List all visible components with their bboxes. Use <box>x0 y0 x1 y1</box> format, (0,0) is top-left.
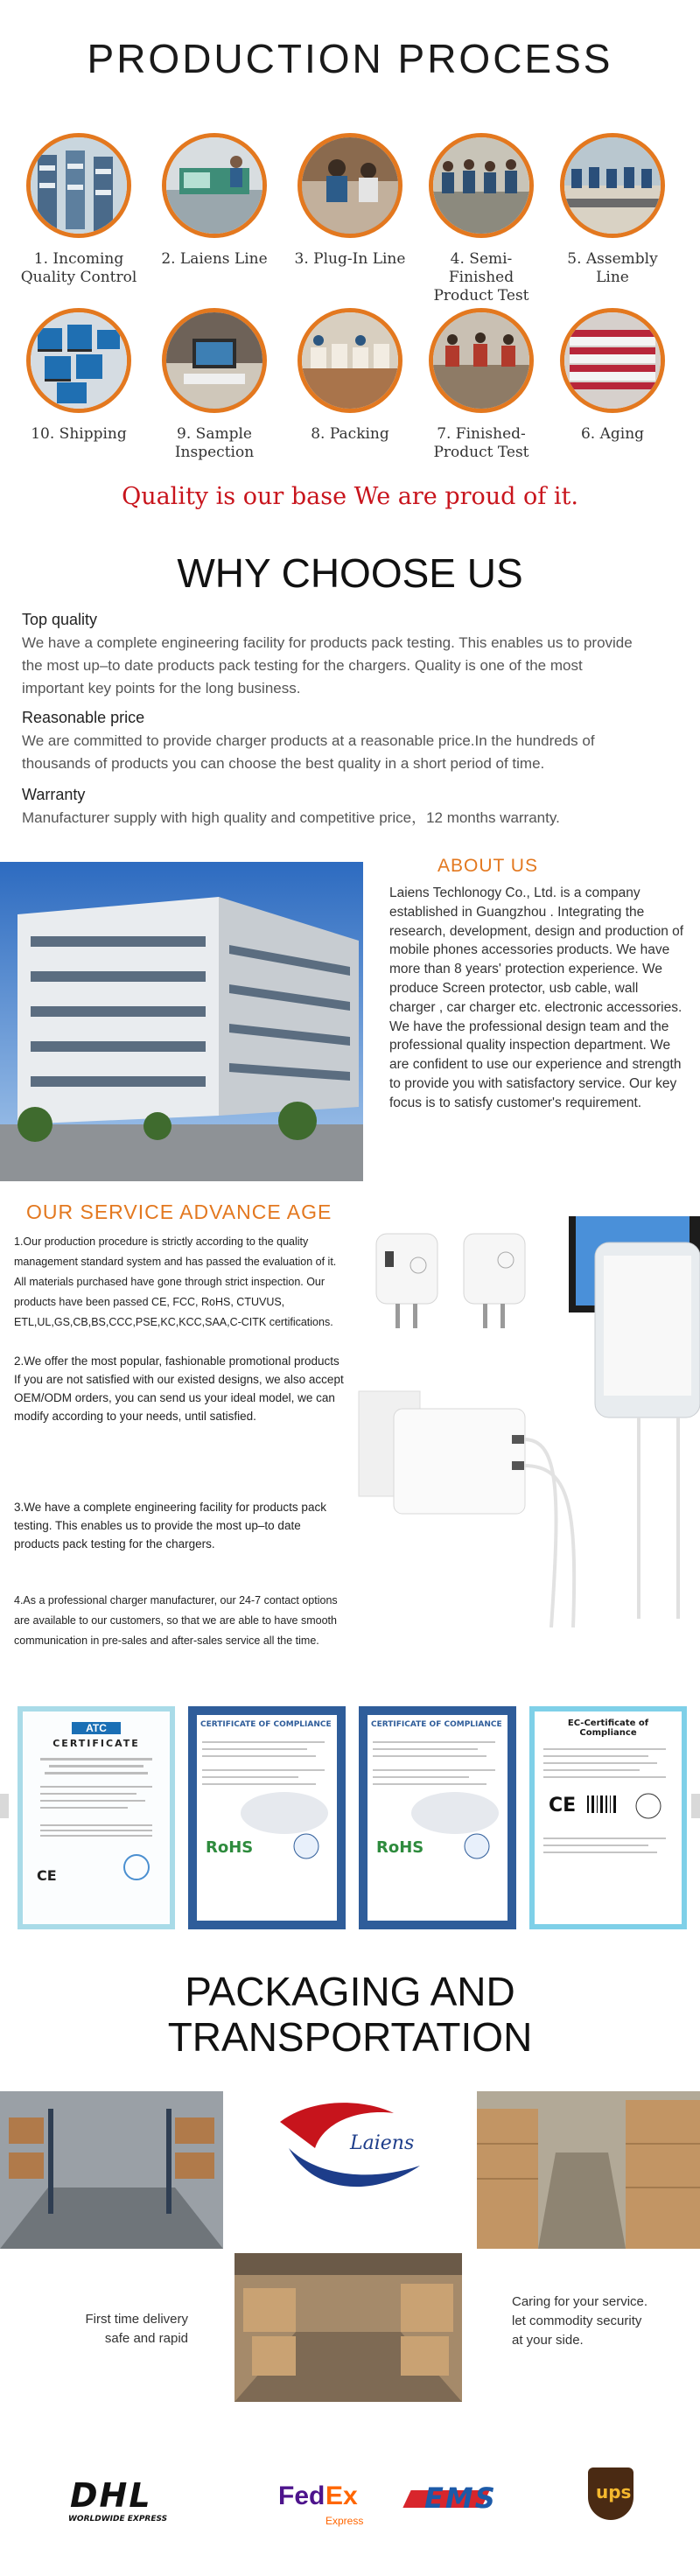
step-2-label <box>153 250 276 269</box>
step-8-label <box>289 425 411 444</box>
process-step <box>420 308 542 462</box>
process-step <box>289 133 411 269</box>
certificate-title: EC-Certificate of Compliance <box>567 1718 649 1738</box>
service-heading: OUR SERVICE ADVANCE AGE <box>26 1200 332 1223</box>
service-item-4: 4.As a professional charger manufacturer, our 24-7 contact options are available to our customers, so that we are able to have smooth communication in pre-sales and after-sales service all the time. <box>14 1594 338 1647</box>
production-line-photo <box>162 133 267 238</box>
process-step <box>18 308 140 444</box>
certificate-body <box>197 1734 337 1892</box>
sample-inspection-photo <box>162 308 267 413</box>
step-5-text: 5. Assembly Line <box>567 250 658 286</box>
why-text-quality: We have a complete engineering facility for products pack testing. This enables us to provide the most up–to date products pack testing for the chargers. Quality is one of the most important key points for the long business. <box>22 634 633 696</box>
packaging-title-line1: PACKAGING AND <box>185 1969 515 2014</box>
step-3-label <box>289 250 411 269</box>
plug-in-line-photo <box>298 133 402 238</box>
about-text: Laiens Techlonogy Co., Ltd. is a company established in Guangzhou . Integrating the research, development, design and production of mobile phones accessories products. We have more than 8 years' protection experience. We produce Screen protector, usb cable, wall charger , car charger etc. electronic accessories. We have the professional design team and the professional quality inspection department. We are confident to use our experience and strength to provide you with satisfactory service. Our key focus is to satisfy customer's requirement. <box>389 886 684 1110</box>
step-10-label <box>18 425 140 444</box>
process-step <box>551 308 674 444</box>
rohs-mark: RoHS <box>206 1838 254 1857</box>
dhl-logo: DHL <box>70 2476 152 2515</box>
charger-products-photo <box>350 1216 700 1628</box>
packaging-title-line2: TRANSPORTATION <box>167 2014 533 2060</box>
warehouse-photo-right <box>477 2091 700 2249</box>
step-6-label <box>551 425 674 444</box>
why-text-price: We are committed to provide charger products at a reasonable price.In the hundreds of thousands of products you can choose the best quality in a short period of time. <box>22 732 595 772</box>
atc-logo: ATC <box>72 1722 121 1734</box>
packaging-title <box>0 1969 700 2060</box>
certificate-body <box>368 1734 508 1892</box>
fedex-logo-fed: Fed <box>278 2482 326 2510</box>
step-1-label <box>18 250 140 287</box>
step-10-text: 10. Shipping <box>31 425 127 443</box>
fedex-logo-ex: Ex <box>326 2482 358 2510</box>
delivery-caption: First time delivery safe and rapid <box>85 2312 188 2346</box>
ce-mark: CE <box>37 1867 57 1884</box>
service-item-1: 1.Our production procedure is strictly according to the quality management standard system and has passed the evaluation of it. All materials purchased have gone through strict inspection. Our products have been passed CE, FCC, RoHS, CTUVUS, ETL,UL,GS,CB,BS,CCC,PSE,KC,KCC,SAA,C-CITK certifications. <box>14 1236 337 1328</box>
warehouse-photo-center <box>234 2253 462 2402</box>
why-heading-price: Reasonable price <box>22 709 145 726</box>
shipping-photo <box>26 308 131 413</box>
company-building-photo <box>0 862 363 1181</box>
certificate-body <box>535 1741 682 1916</box>
finished-product-test-photo <box>429 308 534 413</box>
process-step <box>420 133 542 305</box>
process-step <box>153 308 276 462</box>
step-7-label <box>420 425 542 462</box>
certificate-title: CERTIFICATE OF COMPLIANCE <box>371 1720 502 1729</box>
ce-mark: CE <box>549 1795 577 1816</box>
step-7-text: 7. Finished-Product Test <box>433 425 529 461</box>
carrier-logos <box>0 2459 700 2555</box>
step-4-text: 4. Semi-Finished Product Test <box>433 250 529 304</box>
certificate-atc <box>18 1706 175 1929</box>
carousel-next-arrow[interactable] <box>691 1794 700 1818</box>
why-text-warranty: Manufacturer supply with high quality and competitive price，12 months warranty. <box>22 809 560 826</box>
aging-photo <box>560 308 665 413</box>
service-item-2: 2.We offer the most popular, fashionable promotional products If you are not satisfied with our existed designs, we also accept OEM/ODM orders, you can send us your ideal model, we can modify according to your needs, until satisfied. <box>14 1354 344 1423</box>
service-item-3: 3.We have a complete engineering facility for products pack testing. This enables us to provide the most up–to date products pack testing for the chargers. <box>14 1501 326 1550</box>
certificate-ec <box>529 1706 687 1929</box>
warehouse-photo-left <box>0 2091 223 2249</box>
why-heading-warranty: Warranty <box>22 786 86 803</box>
warehouse-shelves-photo <box>26 133 131 238</box>
step-2-text: 2. Laiens Line <box>161 250 268 268</box>
step-1-text: 1. Incoming Quality Control <box>20 250 137 286</box>
service-caption: Caring for your service. let commodity security at your side. <box>512 2294 648 2348</box>
step-4-label <box>420 250 542 305</box>
semi-finished-test-photo <box>429 133 534 238</box>
fedex-subtitle: Express <box>326 2515 364 2527</box>
ups-logo: ups <box>596 2482 632 2502</box>
certificate-title: CERTIFICATE OF COMPLIANCE <box>200 1720 332 1729</box>
certificate-compliance-2 <box>359 1706 516 1929</box>
why-heading-quality: Top quality <box>22 611 98 628</box>
process-step <box>153 133 276 269</box>
production-title: PRODUCTION PROCESS <box>87 36 613 81</box>
step-9-label <box>153 425 276 462</box>
step-5-label <box>551 250 674 287</box>
laiens-logo <box>262 2096 438 2218</box>
quality-slogan: Quality is our base We are proud of it. <box>122 483 578 510</box>
laiens-logo-text: Laiens <box>350 2132 415 2154</box>
step-9-text: 9. Sample Inspection <box>174 425 255 461</box>
ems-logo: EMS <box>424 2482 497 2515</box>
step-6-text: 6. Aging <box>580 425 645 443</box>
about-heading: ABOUT US <box>438 856 538 876</box>
assembly-line-photo <box>560 133 665 238</box>
why-title: WHY CHOOSE US <box>177 550 523 596</box>
process-step <box>289 308 411 444</box>
rohs-mark: RoHS <box>376 1838 424 1857</box>
certificate-body <box>23 1749 170 1907</box>
certificate-compliance-1 <box>188 1706 346 1929</box>
process-step <box>551 133 674 287</box>
packing-photo <box>298 308 402 413</box>
dhl-subtitle: WORLDWIDE EXPRESS <box>68 2515 168 2524</box>
certificate-title: CERTIFICATE <box>52 1738 140 1749</box>
step-8-text: 8. Packing <box>311 425 389 443</box>
carousel-prev-arrow[interactable] <box>0 1794 9 1818</box>
step-3-text: 3. Plug-In Line <box>294 250 406 268</box>
process-step <box>18 133 140 287</box>
